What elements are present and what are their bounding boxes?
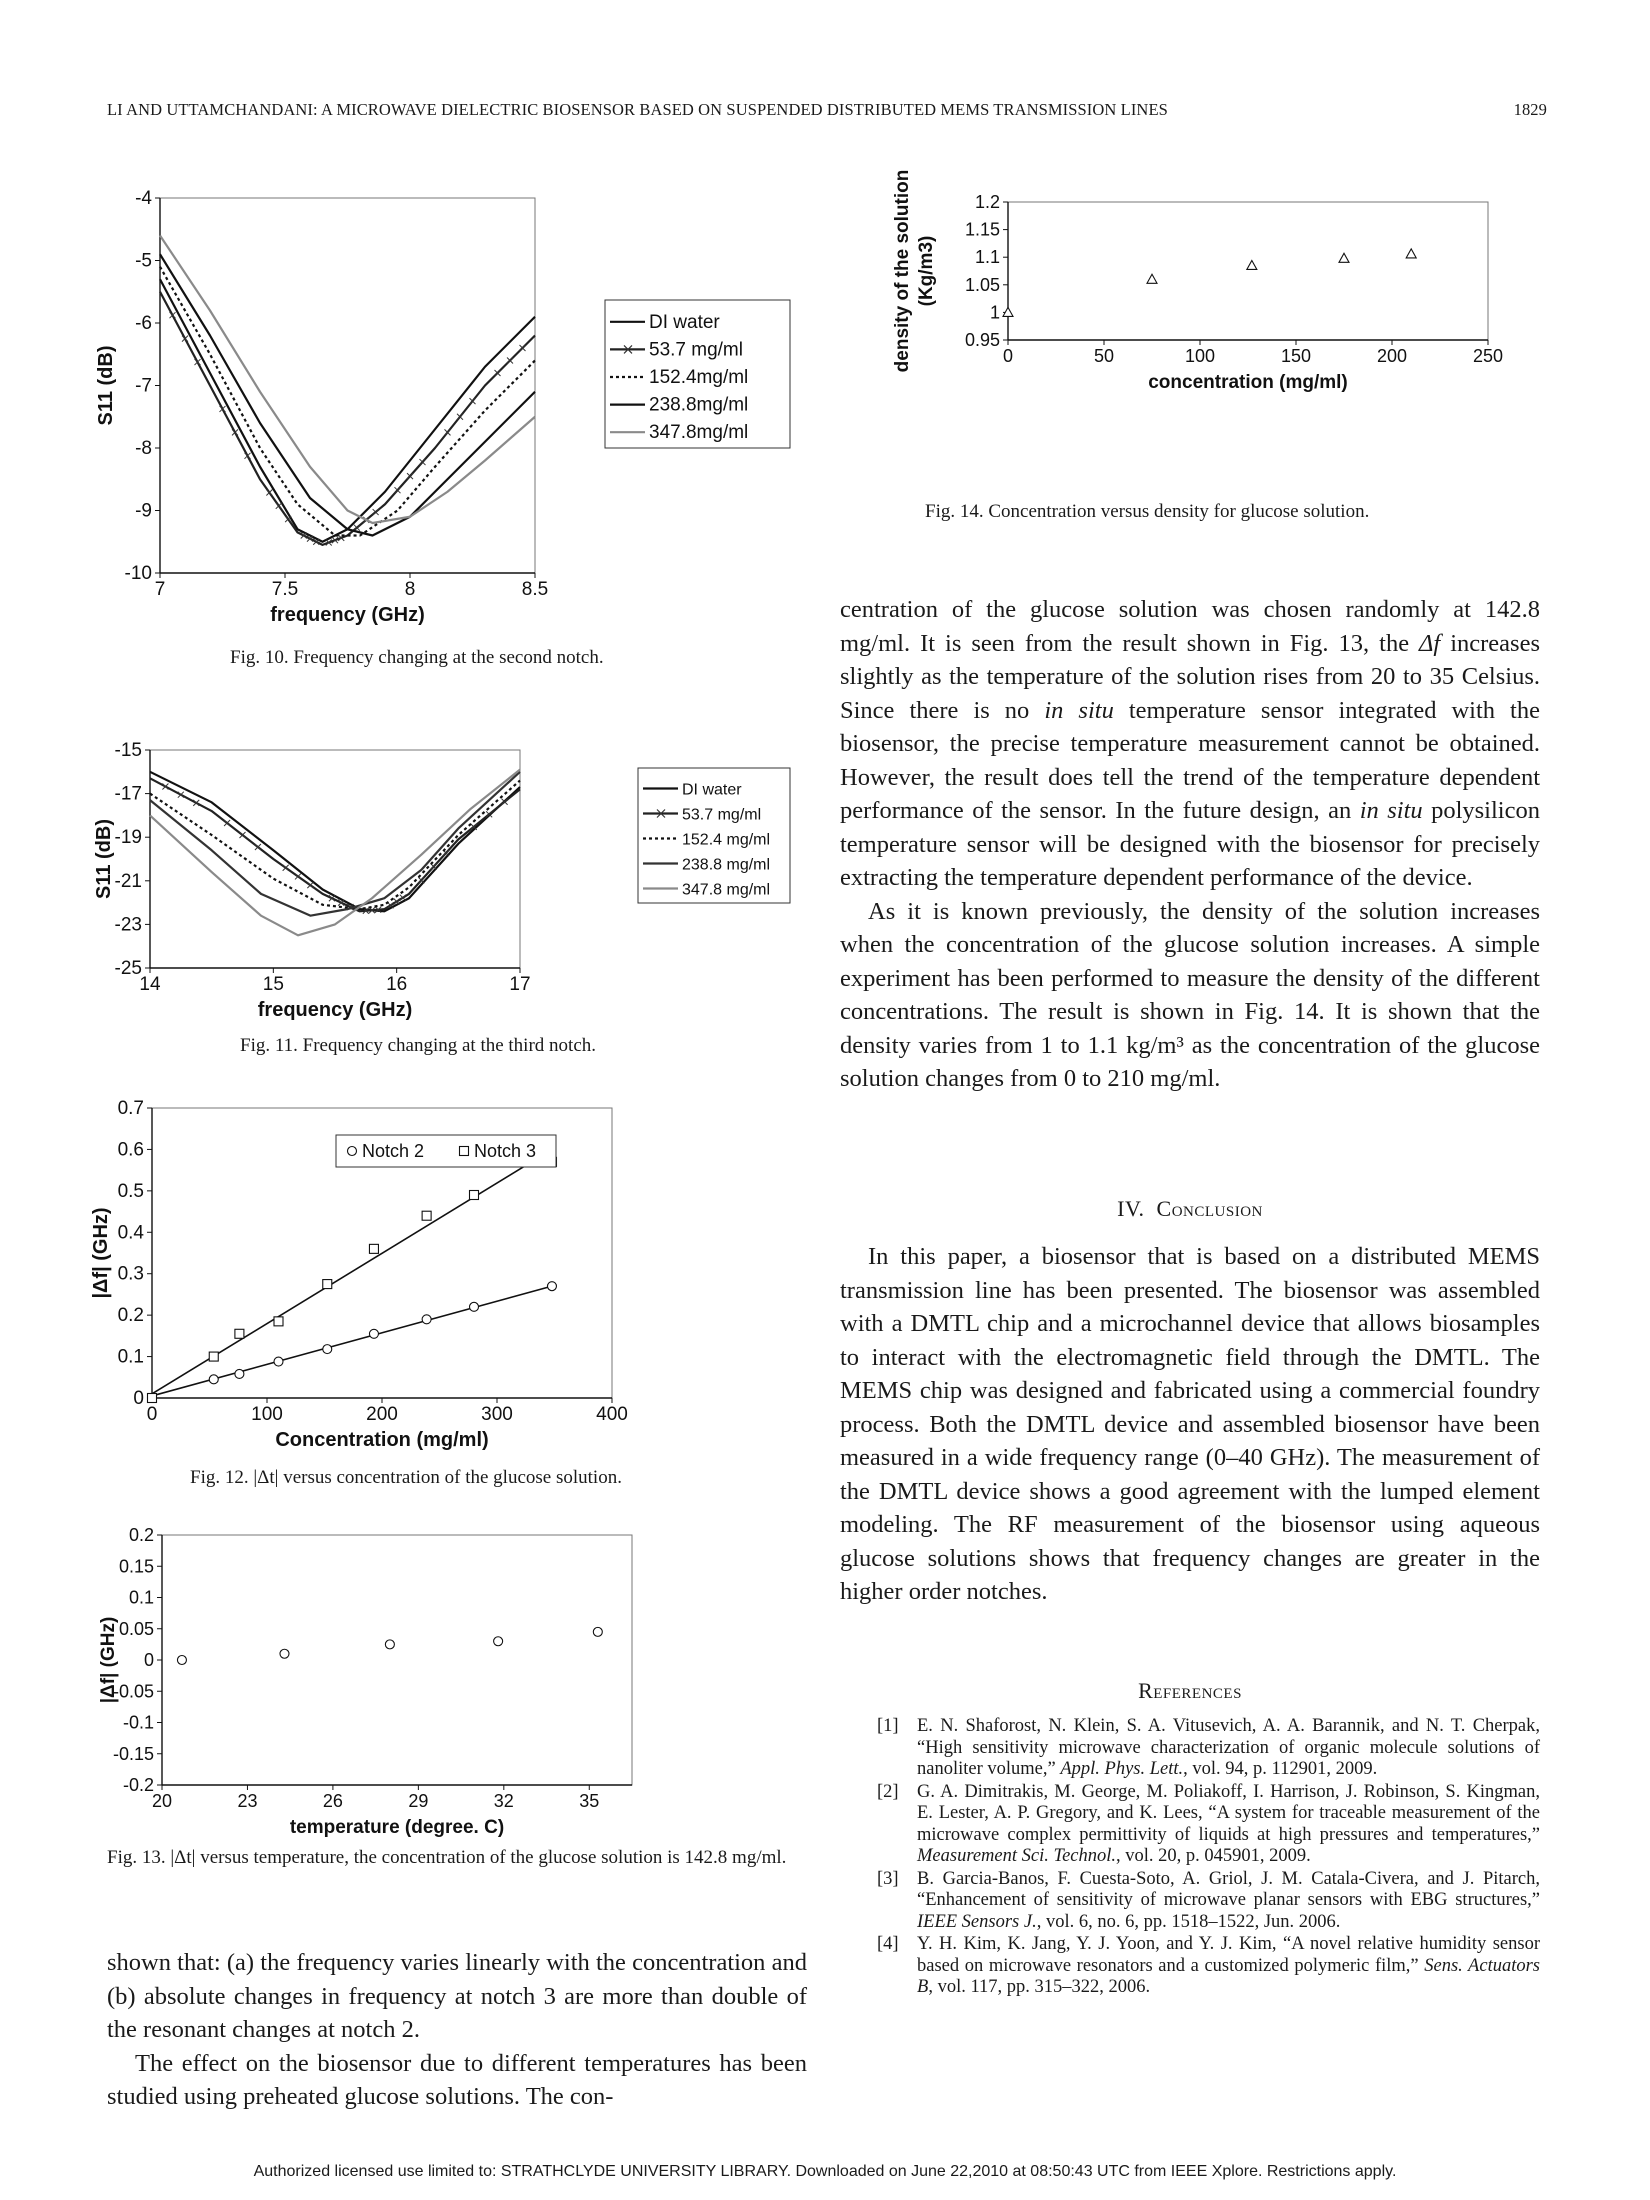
data-point [274, 1357, 283, 1366]
references-list [877, 1716, 1540, 2000]
legend-marker [460, 1147, 469, 1156]
y-tick-label: 0 [133, 1388, 144, 1409]
legend [638, 768, 790, 903]
y-tick-label: -19 [114, 827, 142, 849]
y-tick-label: 1.05 [964, 274, 1000, 295]
legend-label: 152.4 mg/ml [682, 831, 771, 849]
data-marker [457, 414, 463, 420]
x-tick-label: 17 [509, 974, 531, 995]
data-marker [520, 345, 526, 351]
plot-area [1008, 202, 1488, 340]
data-point [235, 1369, 244, 1378]
running-title: LI AND UTTAMCHANDANI: A MICROWAVE DIELECTRIC BIOSENSOR BASED ON SUSPENDED DISTRIBUTED MEMS TRANSMISSION LINES [107, 100, 1168, 119]
series-347-8mg-ml [160, 236, 535, 524]
legend-label: 53.7 mg/ml [682, 806, 762, 824]
x-axis-label: frequency (GHz) [270, 604, 425, 626]
reference-journal: Measurement Sci. Technol. [917, 1846, 1117, 1866]
data-point [470, 1302, 479, 1311]
figure-12-chart [90, 1090, 800, 1460]
footer-notice: Authorized licensed use limited to: STRATHCLYDE UNIVERSITY LIBRARY. Downloaded on June 22,2010 at 08:50:43 UTC from IEEE Xplore. Restrictions apply. [253, 2163, 1397, 2180]
figure-10-chart [95, 180, 800, 640]
data-point [1247, 260, 1257, 269]
references-title: References [1138, 1678, 1242, 1703]
section-title: Conclusion [1156, 1196, 1263, 1221]
x-tick-label: 7.5 [271, 579, 299, 600]
data-marker [307, 882, 313, 888]
data-point [177, 1656, 186, 1665]
y-tick-label: 0.15 [118, 1556, 154, 1577]
reference-text: , vol. 20, p. 045901, 2009. [1116, 1846, 1311, 1866]
reference-number: [4] [877, 1934, 899, 1954]
data-marker [266, 490, 272, 496]
data-marker [283, 865, 289, 871]
y-tick-label: -0.15 [112, 1743, 154, 1764]
figure-11-chart [93, 710, 800, 1021]
legend-label: Notch 2 [362, 1141, 425, 1161]
series-0 [177, 1627, 602, 1664]
figure-10-caption: Fig. 10. Frequency changing at the second notch. [230, 647, 604, 668]
data-point [1339, 253, 1349, 262]
x-tick-label: 400 [596, 1404, 628, 1425]
figure-13-caption: Fig. 13. |Δt| versus temperature, the concentration of the glucose solution is 142.8 mg/ml. [107, 1847, 787, 1868]
data-point [470, 1191, 479, 1200]
series-notch-3 [148, 1149, 557, 1402]
y-tick-label: -17 [114, 783, 142, 805]
y-tick-label: -8 [135, 438, 152, 459]
data-marker [507, 358, 513, 364]
x-tick-label: 15 [262, 974, 284, 995]
figure-14-chart [870, 169, 1550, 480]
x-tick-label: 7 [154, 579, 166, 600]
data-marker [255, 844, 261, 850]
text-run: increases slightly as the temperature of the solution rises from 20 to 35 Celsius. Since there is no [840, 629, 1540, 724]
y-axis-label: |Δf| (GHz) [90, 1207, 112, 1299]
legend-label: 347.8 mg/ml [682, 881, 771, 899]
legend-label: Notch 3 [474, 1141, 537, 1161]
y-tick-label: 0.1 [117, 1346, 144, 1368]
reference-item [877, 1716, 1540, 1781]
y-tick-label: -9 [135, 500, 152, 522]
plot-area [162, 1535, 632, 1785]
text-run: in situ [1359, 797, 1423, 824]
x-tick-label: 20 [151, 1791, 173, 1811]
legend-label: 238.8mg/ml [649, 394, 749, 416]
reference-number: [3] [877, 1868, 899, 1889]
conclusion-text [840, 1240, 1540, 1609]
data-point [323, 1345, 332, 1354]
page-number: 1829 [1513, 100, 1547, 119]
reference-journal: Appl. Phys. Lett. [1060, 1759, 1184, 1779]
text-run: As it is known previously, the density of the solution increases when the concentration of the glucose solution increases. A simple experiment has been performed to measure the density of the different concentrations. The result is shown in Fig. 14. It is shown that the density varies from 1 to 1.1 [840, 897, 1540, 1059]
x-tick-label: 8.5 [521, 579, 549, 600]
reference-text: G. A. Dimitrakis, M. George, M. Poliakoff, I. Harrison, J. Robinson, S. Kingman, E. Lester, A. P. Gregory, and K. Lees, “A system for traceable measurement of the microwave complex permittivity of liquids at high pressures and temperatures,” [917, 1781, 1540, 1845]
series-line [160, 267, 535, 536]
figure-13-chart [98, 1525, 800, 1838]
legend-label: 238.8 mg/ml [682, 856, 771, 874]
y-axis-label: (Kg/m3) [916, 235, 937, 307]
plot-area [150, 750, 520, 968]
y-axis-label: density of the solution [892, 169, 913, 373]
y-tick-label: 0.1 [128, 1587, 154, 1608]
data-point [280, 1649, 289, 1658]
figure-14-caption: Fig. 14. Concentration versus density for glucose solution. [925, 501, 1370, 522]
legend [336, 1135, 556, 1167]
data-marker [224, 820, 230, 826]
data-marker [373, 509, 379, 515]
data-marker [495, 370, 501, 376]
y-tick-label: 0.2 [117, 1305, 144, 1327]
reference-text: E. N. Shaforost, N. Klein, S. A. Vitusevich, A. A. Barannik, and N. T. Cherpak, “High sensitivity microwave characterization of organic molecule solutions of nanoliter volume,” [917, 1716, 1540, 1779]
y-tick-label: -5 [135, 250, 152, 272]
legend [605, 300, 790, 448]
section-number: IV. [1117, 1196, 1145, 1221]
references-heading [840, 1678, 1540, 1704]
x-tick-label: 250 [1472, 346, 1504, 366]
y-tick-label: -10 [124, 563, 152, 584]
series-238-8-mg-ml [150, 772, 520, 916]
series-notch-2 [148, 1282, 557, 1403]
text-run: centration of the glucose solution was chosen randomly at 142.8 mg/ml. It is seen from the result shown in Fig. 13, the [840, 596, 1540, 657]
y-tick-label: 0.95 [964, 330, 1000, 350]
x-tick-label: 23 [237, 1791, 258, 1811]
data-point [274, 1317, 283, 1326]
series-line [150, 772, 520, 916]
reference-number: [1] [877, 1716, 899, 1736]
reference-item [877, 1782, 1540, 1868]
data-marker [470, 398, 476, 404]
legend-label: DI water [682, 781, 742, 799]
data-point [547, 1282, 556, 1291]
x-tick-label: 200 [366, 1404, 398, 1425]
x-tick-label: 0 [1002, 346, 1014, 366]
y-tick-label: -21 [114, 870, 142, 892]
data-point [209, 1352, 218, 1361]
y-tick-label: 0.4 [117, 1222, 144, 1244]
y-tick-label: -15 [114, 740, 142, 761]
data-point [148, 1394, 157, 1403]
y-tick-label: 0.2 [128, 1525, 154, 1545]
data-marker [445, 429, 451, 435]
x-tick-label: 200 [1376, 346, 1408, 366]
data-point [385, 1640, 394, 1649]
x-axis-label: frequency (GHz) [257, 999, 413, 1021]
y-axis-label: S11 (dB) [93, 818, 115, 900]
series-152-4mg-ml [160, 267, 535, 536]
x-tick-label: 50 [1093, 346, 1115, 366]
y-tick-label: 1.2 [974, 192, 1000, 212]
y-tick-label: 0.5 [117, 1180, 144, 1202]
data-point [593, 1627, 602, 1636]
figure-12-caption: Fig. 12. |Δt| versus concentration of the glucose solution. [190, 1467, 622, 1488]
y-tick-label: 0.7 [117, 1098, 144, 1119]
paragraph [840, 895, 1540, 1096]
legend-label: 53.7 mg/ml [649, 339, 743, 361]
y-tick-label: 1.1 [974, 247, 1000, 268]
x-tick-label: 29 [408, 1791, 429, 1811]
data-marker [240, 832, 246, 838]
data-point [422, 1211, 431, 1220]
right-column-text [840, 593, 1540, 1096]
x-tick-label: 100 [1184, 346, 1216, 366]
data-marker [295, 873, 301, 879]
data-point [209, 1375, 218, 1384]
paragraph: In this paper, a biosensor that is based on a distributed MEMS transmission line has been presented. The biosensor was assembled with a DMTL chip and a microchannel device that allows biosamples to interact with the electromagnetic field through the DMTL. The MEMS chip was designed and fabricated using a commercial foundry process. Both the DMTL device and assembled biosensor have been measured in a wide frequency range (0–40 GHz). The measurement of the DMTL device shows a good agreement with the lumped element modeling. The RF measurement of the biosensor using aqueous glucose solutions shows that frequency changes are greater in the higher order notches. [840, 1243, 1540, 1605]
data-marker [420, 459, 426, 465]
y-tick-label: -6 [135, 313, 152, 334]
data-marker [395, 487, 401, 493]
y-tick-label: -7 [135, 375, 152, 397]
y-tick-label: -23 [114, 914, 142, 936]
paragraph [840, 593, 1540, 895]
y-axis-label: |Δf| (GHz) [98, 1616, 119, 1704]
reference-journal: Sens. Actuators B [917, 1955, 1540, 1997]
data-marker [407, 473, 413, 479]
figure-11-caption: Fig. 11. Frequency changing at the third notch. [240, 1035, 596, 1056]
series-di-water [150, 772, 520, 912]
x-tick-label: 14 [139, 974, 161, 995]
data-marker [354, 525, 360, 531]
text-run: in situ [1044, 696, 1114, 724]
y-tick-label: 0.3 [117, 1263, 144, 1285]
data-point [422, 1315, 431, 1324]
reference-journal: IEEE Sensors J. [917, 1911, 1037, 1932]
reference-number: [2] [877, 1781, 899, 1802]
series-line [160, 236, 535, 524]
x-axis-label: concentration (mg/ml) [1148, 372, 1348, 393]
data-marker [276, 503, 282, 509]
y-tick-label: -4 [135, 188, 152, 209]
data-marker [400, 895, 406, 901]
data-point [235, 1329, 244, 1338]
data-point [369, 1329, 378, 1338]
reference-text: B. Garcia-Banos, F. Cuesta-Soto, A. Griol, J. M. Catala-Civera, and J. Pitarch, “Enhancement of sensitivity of microwave planar sensors with EBG structures,” [917, 1868, 1540, 1910]
y-tick-label: -25 [114, 958, 142, 979]
x-tick-label: 100 [251, 1404, 283, 1425]
data-point [323, 1280, 332, 1289]
text-run: polysilicon temperature sensor will be designed with the biosensor for precisely extracting the temperature dependent performance of the device. [840, 797, 1540, 891]
series-0 [1003, 249, 1416, 317]
left-column-text [107, 1946, 807, 2114]
reference-text: , vol. 94, p. 112901, 2009. [1183, 1759, 1378, 1779]
paragraph: shown that: (a) the frequency varies linearly with the concentration and (b) absolute changes in frequency at notch 3 are more than double of the resonant changes at notch 2. [107, 1949, 807, 2043]
reference-text: Y. H. Kim, K. Jang, Y. J. Yoon, and Y. J. Kim, “A novel relative humidity sensor based on microwave resonators and a customized polymeric film,” [917, 1934, 1540, 1976]
series-line [150, 772, 520, 912]
text-run: as the concentration of the glucose solution changes from 0 to 210 mg/ml. [840, 1031, 1540, 1092]
x-tick-label: 26 [322, 1791, 343, 1811]
y-tick-label: 1 [989, 302, 1000, 323]
y-tick-label: 0.6 [117, 1139, 144, 1161]
data-marker [418, 877, 424, 883]
x-tick-label: 150 [1280, 346, 1312, 366]
x-tick-label: 8 [404, 579, 416, 600]
reference-item [877, 1934, 1540, 1999]
data-point [1147, 274, 1157, 283]
data-point [1406, 249, 1416, 258]
reference-text: , vol. 6, no. 6, pp. 1518–1522, Jun. 2006. [1036, 1911, 1341, 1932]
reference-text: , vol. 117, pp. 315–322, 2006. [928, 1977, 1151, 1997]
text-run: temperature sensor integrated with the biosensor, the precise temperature measurement cannot be obtained. However, the result does tell the trend of the temperature dependent performance of the sensor. In the future design, an [840, 696, 1540, 824]
x-tick-label: 35 [579, 1791, 600, 1811]
x-axis-label: Concentration (mg/ml) [275, 1429, 489, 1451]
x-axis-label: temperature (degree. C) [289, 1817, 505, 1838]
data-point [369, 1244, 378, 1253]
x-tick-label: 16 [386, 974, 408, 995]
y-tick-label: 0 [143, 1650, 154, 1670]
legend-label: DI water [649, 311, 720, 333]
x-tick-label: 300 [481, 1404, 513, 1425]
unit: kg/m³ [1126, 1031, 1184, 1059]
y-tick-label: 1.15 [964, 219, 1000, 240]
legend-marker [348, 1147, 357, 1156]
legend-label: 347.8mg/ml [649, 422, 749, 444]
y-axis-label: S11 (dB) [95, 345, 117, 426]
x-tick-label: 32 [493, 1791, 514, 1811]
y-tick-label: -0.1 [122, 1712, 154, 1733]
reference-item [877, 1869, 1540, 1934]
data-point [494, 1637, 503, 1646]
y-tick-label: -0.05 [112, 1681, 154, 1702]
y-tick-label: -0.2 [122, 1775, 154, 1795]
y-tick-label: 0.05 [118, 1618, 154, 1639]
legend-label: 152.4mg/ml [649, 367, 749, 388]
paragraph: The effect on the biosensor due to different temperatures has been studied using preheated glucose solutions. The con- [107, 2049, 807, 2110]
math-symbol: Δf [1419, 629, 1441, 657]
x-tick-label: 0 [146, 1404, 158, 1425]
section-heading [840, 1196, 1540, 1222]
